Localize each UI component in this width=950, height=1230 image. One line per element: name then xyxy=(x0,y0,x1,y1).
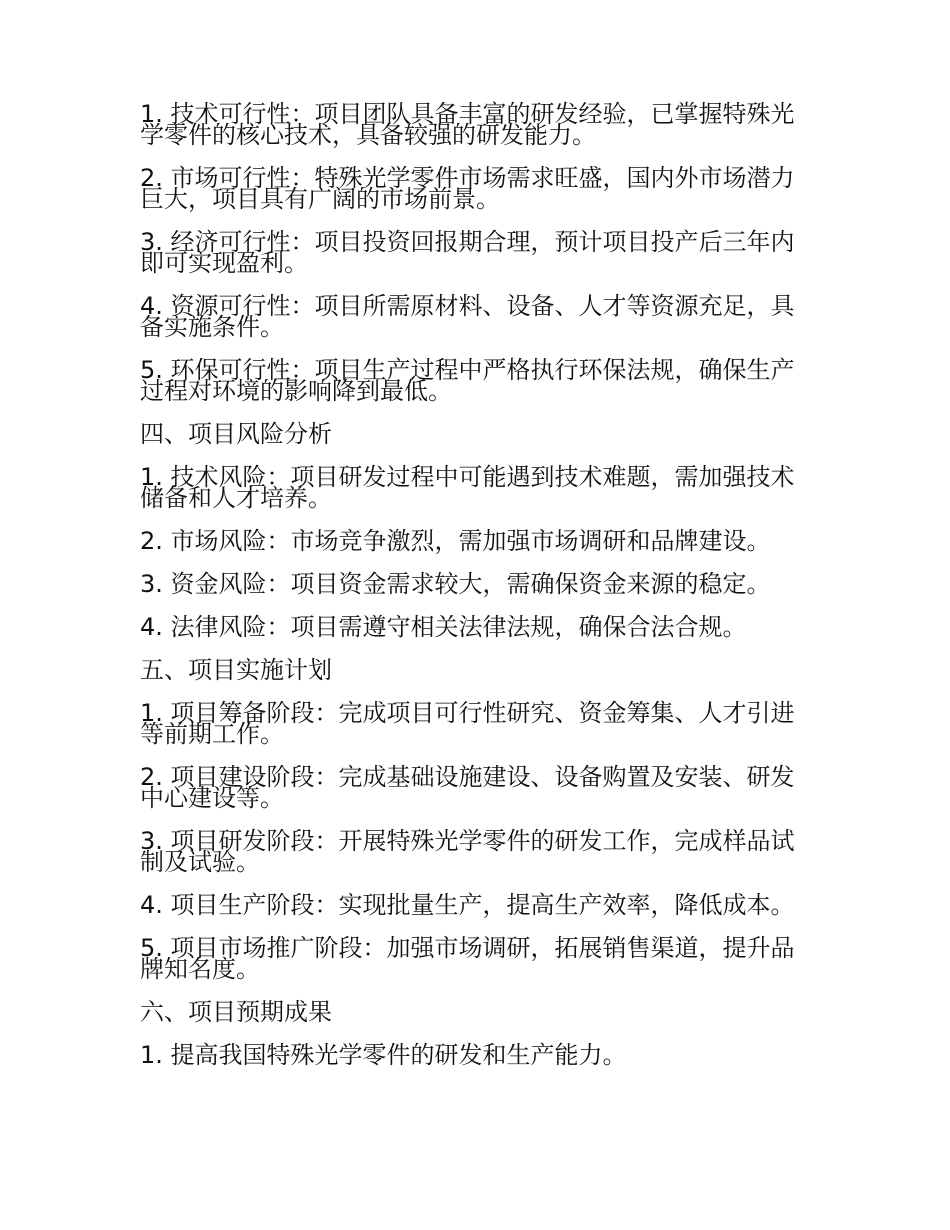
plan-item-rnd: 3. 项目研发阶段：开展特殊光学零件的研发工作，完成样品试制及试验。 xyxy=(140,827,795,876)
plan-item-preparation: 1. 项目筹备阶段：完成项目可行性研究、资金筹集、人才引进等前期工作。 xyxy=(140,699,795,748)
feasibility-item-environmental: 5. 环保可行性：项目生产过程中严格执行环保法规，确保生产过程对环境的影响降到最低。 xyxy=(140,356,795,405)
feasibility-item-economic: 3. 经济可行性：项目投资回报期合理，预计项目投产后三年内即可实现盈利。 xyxy=(140,228,795,277)
risk-item-funding: 3. 资金风险：项目资金需求较大，需确保资金来源的稳定。 xyxy=(140,570,771,598)
section-heading-risk: 四、项目风险分析 xyxy=(140,420,332,448)
section-heading-plan: 五、项目实施计划 xyxy=(140,656,332,684)
feasibility-item-market: 2. 市场可行性：特殊光学零件市场需求旺盛，国内外市场潜力巨大，项目具有广阔的市场前景。 xyxy=(140,164,795,213)
plan-item-construction: 2. 项目建设阶段：完成基础设施建设、设备购置及安装、研发中心建设等。 xyxy=(140,763,795,812)
section-heading-outcomes: 六、项目预期成果 xyxy=(140,998,332,1026)
plan-item-production: 4. 项目生产阶段：实现批量生产，提高生产效率，降低成本。 xyxy=(140,891,795,919)
plan-item-marketing: 5. 项目市场推广阶段：加强市场调研，拓展销售渠道，提升品牌知名度。 xyxy=(140,934,795,983)
document-page xyxy=(140,100,800,1088)
feasibility-item-resource: 4. 资源可行性：项目所需原材料、设备、人才等资源充足，具备实施条件。 xyxy=(140,292,795,341)
outcome-item-capability: 1. 提高我国特殊光学零件的研发和生产能力。 xyxy=(140,1041,627,1069)
risk-item-technical: 1. 技术风险：项目研发过程中可能遇到技术难题，需加强技术储备和人才培养。 xyxy=(140,463,795,512)
risk-item-legal: 4. 法律风险：项目需遵守相关法律法规，确保合法合规。 xyxy=(140,613,747,641)
risk-item-market: 2. 市场风险：市场竞争激烈，需加强市场调研和品牌建设。 xyxy=(140,527,771,555)
feasibility-item-technical: 1. 技术可行性：项目团队具备丰富的研发经验，已掌握特殊光学零件的核心技术，具备较强的研发能力。 xyxy=(140,100,795,149)
